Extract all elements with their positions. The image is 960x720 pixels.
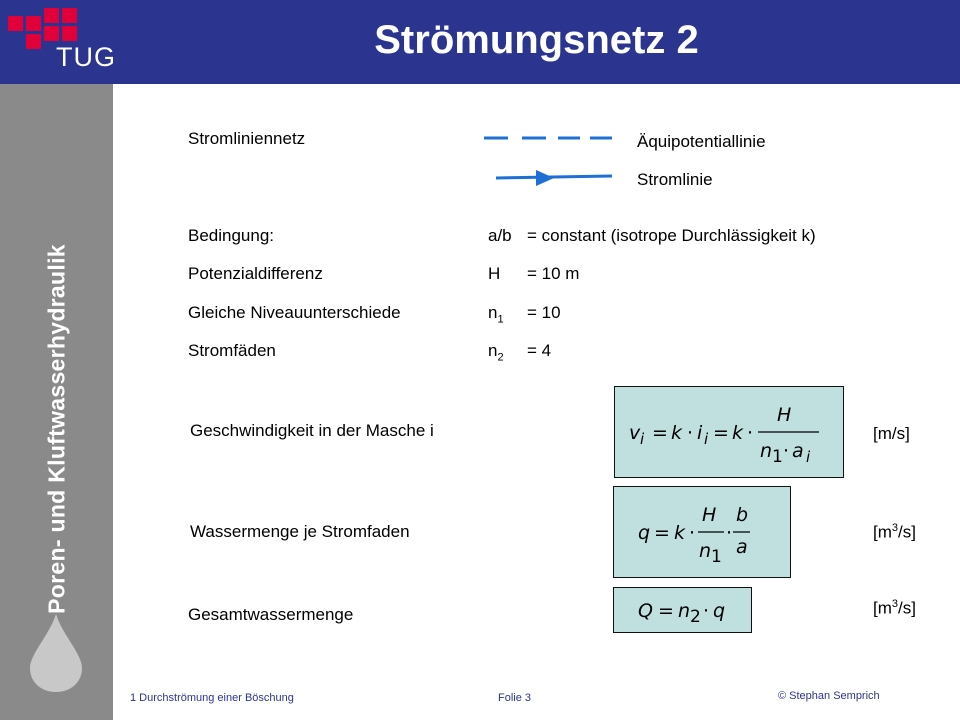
svg-text:n: n xyxy=(760,440,773,462)
unit-base: [m xyxy=(873,598,892,618)
svg-text:a: a xyxy=(792,440,804,462)
condition-symbol-base: n xyxy=(488,303,498,322)
water-drop-icon xyxy=(28,612,84,694)
svg-text:·: · xyxy=(783,440,790,462)
page-title: Strömungsnetz 2 xyxy=(374,18,699,62)
svg-text:q: q xyxy=(638,522,651,544)
svg-text:k: k xyxy=(732,422,744,444)
streamtube-formula xyxy=(614,487,790,577)
svg-text:i: i xyxy=(640,430,645,448)
formula-unit-streamtube xyxy=(873,522,916,543)
formula-label-velocity: Geschwindigkeit in der Masche i xyxy=(190,421,434,440)
svg-text:·: · xyxy=(689,522,696,544)
svg-text:=: = xyxy=(652,422,668,444)
svg-text:=: = xyxy=(658,600,674,622)
condition-label: Potenzialdifferenz xyxy=(188,264,323,283)
condition-symbol xyxy=(488,303,504,325)
unit-end: /s] xyxy=(898,598,916,618)
condition-value: = constant (isotrope Durchlässigkeit k) xyxy=(527,226,816,245)
total-formula xyxy=(614,588,751,632)
svg-text:=: = xyxy=(654,522,670,544)
condition-label: Stromfäden xyxy=(188,341,276,360)
svg-text:b: b xyxy=(736,504,749,526)
formula-box-streamtube xyxy=(613,486,791,578)
svg-text:i: i xyxy=(806,448,811,466)
condition-symbol-sub: 1 xyxy=(497,313,504,326)
unit-sup: 3 xyxy=(891,598,899,610)
logo-text: TUG xyxy=(56,42,116,72)
svg-text:i: i xyxy=(704,430,709,448)
svg-text:·: · xyxy=(703,600,710,622)
footer-left: 1 Durchströmung einer Böschung xyxy=(130,692,294,704)
condition-value: = 10 m xyxy=(527,264,580,283)
svg-text:q: q xyxy=(713,600,726,622)
formula-box-velocity xyxy=(614,386,844,478)
formula-label-streamtube: Wassermenge je Stromfaden xyxy=(190,522,410,541)
formula-unit-velocity: [m/s] xyxy=(873,424,910,443)
sidebar-title: Poren- und Kluftwasserhydraulik xyxy=(43,244,70,614)
condition-symbol: H xyxy=(488,264,501,283)
unit-sup: 3 xyxy=(891,522,899,534)
formula-label-total: Gesamtwassermenge xyxy=(188,605,354,624)
svg-text:i: i xyxy=(697,422,703,444)
footer-copyright: © Stephan Semprich xyxy=(778,690,880,702)
svg-text:n: n xyxy=(678,600,691,622)
svg-text:·: · xyxy=(726,522,733,544)
condition-value: = 4 xyxy=(527,341,552,360)
svg-text:2: 2 xyxy=(690,607,701,627)
condition-symbol-base: n xyxy=(488,341,498,360)
svg-text:1: 1 xyxy=(772,447,783,467)
svg-text:v: v xyxy=(629,422,641,444)
condition-symbol: a/b xyxy=(488,226,512,245)
streamline-sample xyxy=(496,170,612,186)
condition-value: = 10 xyxy=(527,303,561,322)
condition-symbol-sub: 2 xyxy=(497,351,504,364)
svg-text:=: = xyxy=(713,422,729,444)
footer-slide-number: Folie 3 xyxy=(498,692,532,704)
svg-text:H: H xyxy=(777,404,792,426)
velocity-formula xyxy=(615,387,843,477)
svg-text:Q: Q xyxy=(638,600,653,622)
unit-end: /s] xyxy=(898,522,916,542)
condition-label: Bedingung: xyxy=(188,226,275,245)
formula-box-total xyxy=(613,587,752,633)
legend-heading: Stromliniennetz xyxy=(188,129,306,148)
svg-text:k: k xyxy=(674,522,686,544)
legend-label-equipotential: Äquipotentiallinie xyxy=(637,132,766,151)
svg-text:·: · xyxy=(687,422,694,444)
legend-label-streamline: Stromlinie xyxy=(637,170,713,189)
legend-lines xyxy=(480,128,620,188)
svg-text:n: n xyxy=(699,540,712,562)
svg-text:1: 1 xyxy=(711,547,722,567)
unit-base: [m xyxy=(873,522,892,542)
svg-text:H: H xyxy=(702,504,717,526)
svg-text:a: a xyxy=(736,536,748,558)
svg-text:k: k xyxy=(671,422,683,444)
formula-unit-total xyxy=(873,598,916,619)
condition-label: Gleiche Niveauunterschiede xyxy=(188,303,401,322)
condition-symbol xyxy=(488,341,504,363)
svg-text:·: · xyxy=(747,422,754,444)
